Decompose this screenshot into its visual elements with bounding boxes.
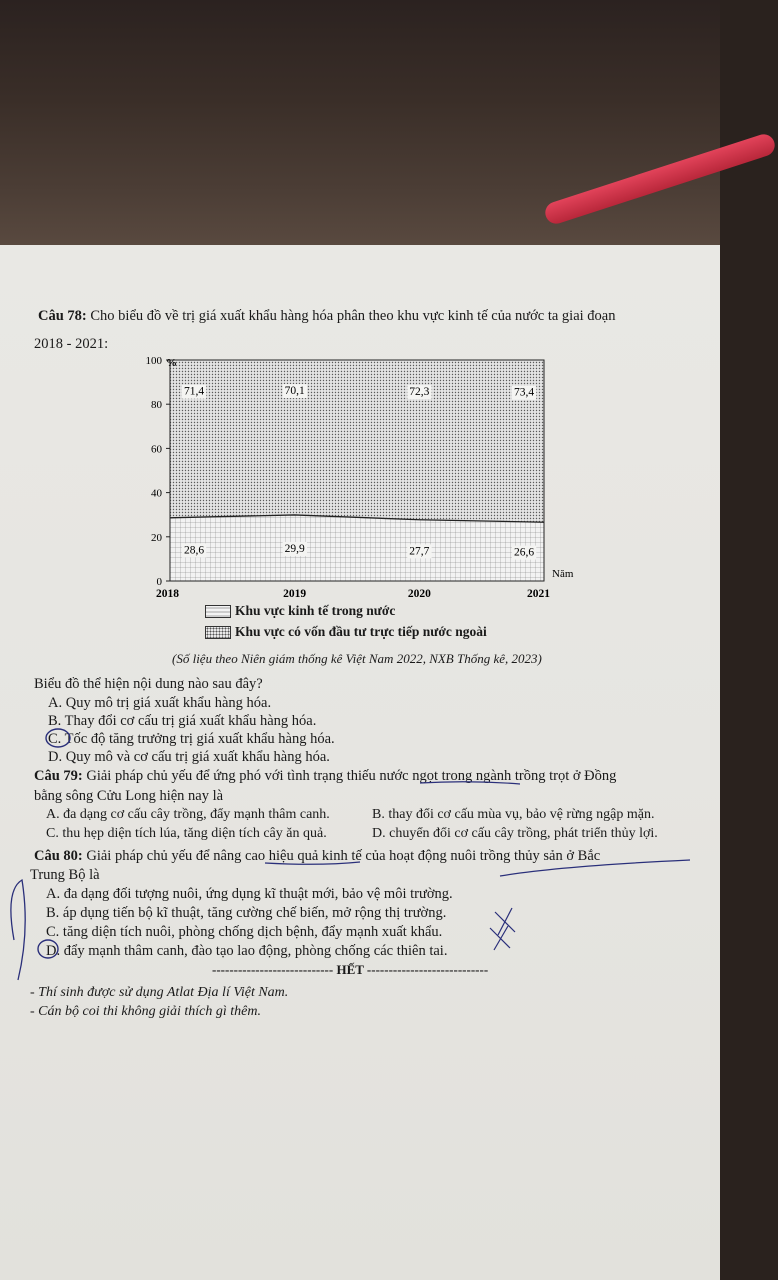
legend-fdi-label: Khu vực có vốn đầu tư trực tiếp nước ngoài bbox=[235, 624, 487, 639]
data-label: 71,4 bbox=[183, 385, 205, 398]
data-label: 70,1 bbox=[284, 385, 305, 398]
q80-option-b[interactable]: B. áp dụng tiến bộ kĩ thuật, tăng cường chế biến, mở rộng thị trường. bbox=[46, 905, 447, 921]
y-tick-label: 80 bbox=[151, 399, 162, 412]
x-tick-label: 2018 bbox=[156, 588, 179, 600]
q79-option-d[interactable]: D. chuyển đổi cơ cấu cây trồng, phát triển thủy lợi. bbox=[372, 826, 658, 841]
q80-text1: Giải pháp chủ yếu để nâng cao hiệu quả kinh tế của hoạt động nuôi trồng thủy sản ở Bắc bbox=[86, 848, 601, 864]
circle-mark-d bbox=[38, 940, 58, 958]
y-axis-unit: % bbox=[166, 357, 177, 369]
q78-prompt: Biểu đồ thể hiện nội dung nào sau đây? bbox=[34, 676, 263, 692]
q79-text1: Giải pháp chủ yếu để ứng phó với tình trạng thiếu nước ngọt trong ngành trồng trọt ở Đồng bbox=[86, 768, 617, 784]
q80-label: Câu 80: bbox=[34, 848, 83, 864]
data-label: 73,4 bbox=[513, 386, 535, 399]
data-label: 26,6 bbox=[513, 546, 535, 559]
q80-text2: Trung Bộ là bbox=[30, 867, 100, 883]
legend-domestic-label: Khu vực kinh tế trong nước bbox=[235, 603, 396, 618]
q79-option-a[interactable]: A. đa dạng cơ cấu cây trồng, đẩy mạnh thâm canh. bbox=[46, 807, 330, 822]
data-label: 29,9 bbox=[284, 542, 305, 555]
footer-note-1: - Thí sinh được sử dụng Atlat Địa lí Việt Nam. bbox=[30, 985, 289, 1000]
footer-note-2: - Cán bộ coi thi không giải thích gì thêm. bbox=[30, 1004, 261, 1019]
underline-mark bbox=[500, 860, 690, 876]
data-label: 27,7 bbox=[409, 545, 430, 558]
q78-text2: 2018 - 2021: bbox=[34, 336, 109, 352]
q79-text2: bằng sông Cửu Long hiện nay là bbox=[34, 788, 224, 804]
q78-option-d[interactable]: D. Quy mô và cơ cấu trị giá xuất khẩu hàng hóa. bbox=[48, 749, 330, 765]
underline-mark bbox=[420, 782, 520, 784]
q78-option-a[interactable]: A. Quy mô trị giá xuất khẩu hàng hóa. bbox=[48, 695, 272, 711]
data-label: 28,6 bbox=[183, 544, 205, 557]
margin-scribble bbox=[11, 880, 25, 980]
y-tick-label: 20 bbox=[151, 531, 162, 544]
q80-option-a[interactable]: A. đa dạng đối tượng nuôi, ứng dụng kĩ thuật mới, bảo vệ môi trường. bbox=[46, 886, 453, 902]
q79-option-c[interactable]: C. thu hẹp diện tích lúa, tăng diện tích cây ăn quả. bbox=[46, 826, 327, 841]
end-marker: ---------------------------- HẾT ---------------------------- bbox=[212, 962, 489, 977]
y-tick-label: 40 bbox=[151, 487, 162, 500]
x-tick-label: 2021 bbox=[527, 588, 550, 600]
cross-mark bbox=[490, 926, 510, 950]
x-tick-label: 2019 bbox=[283, 588, 307, 600]
q78-label: Câu 78: bbox=[38, 308, 87, 324]
q78-text1: Cho biểu đồ về trị giá xuất khẩu hàng hóa phân theo khu vực kinh tế của nước ta giai đoạn bbox=[90, 308, 616, 324]
q80-option-c[interactable]: C. tăng diện tích nuôi, phòng chống dịch bệnh, đẩy mạnh xuất khẩu. bbox=[46, 924, 443, 940]
x-axis-label: Năm bbox=[552, 568, 574, 580]
y-tick-label: 0 bbox=[156, 576, 162, 588]
q78-option-b[interactable]: B. Thay đổi cơ cấu trị giá xuất khẩu hàng hóa. bbox=[48, 713, 317, 729]
x-tick-label: 2020 bbox=[407, 588, 431, 600]
q79-option-b[interactable]: B. thay đổi cơ cấu mùa vụ, bảo vệ rừng ngập mặn. bbox=[372, 807, 655, 822]
underline-mark bbox=[265, 862, 360, 864]
q80-option-d[interactable]: D. đẩy mạnh thâm canh, đào tạo lao động, phòng chống các thiên tai. bbox=[46, 943, 448, 959]
y-tick-label: 100 bbox=[145, 355, 162, 367]
data-label: 72,3 bbox=[409, 386, 430, 399]
circle-mark-c bbox=[46, 729, 70, 747]
q78-option-c[interactable]: C. Tốc độ tăng trưởng trị giá xuất khẩu hàng hóa. bbox=[48, 731, 335, 747]
q78-source: (Số liệu theo Niên giám thống kê Việt Nam 2022, NXB Thống kê, 2023) bbox=[172, 651, 542, 666]
q79-label: Câu 79: bbox=[34, 768, 83, 784]
y-tick-label: 60 bbox=[151, 443, 162, 456]
